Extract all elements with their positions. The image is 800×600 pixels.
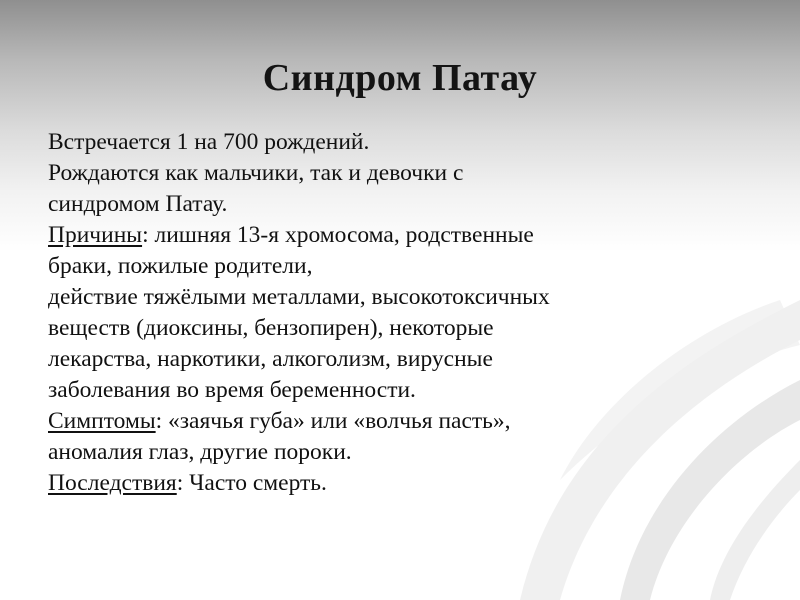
body-line-born: Рождаются как мальчики, так и девочки с	[48, 160, 464, 186]
body-line-causes-5: лекарства, наркотики, алкоголизм, вирусные	[48, 346, 493, 372]
consequences-text: : Часто смерть.	[176, 470, 327, 496]
body-line-frequency: Встречается 1 на 700 рождений.	[48, 129, 370, 155]
body-line-born-cont: синдромом Патау.	[48, 191, 228, 217]
symptoms-label: Симптомы	[48, 408, 156, 434]
body-line-causes	[48, 220, 748, 251]
body-line-causes-3: действие тяжёлыми металлами, высокотоксичных	[48, 284, 550, 310]
symptoms-text: : «заячья губа» или «волчья пасть»,	[155, 408, 511, 434]
body-line-causes-4: веществ (диоксины, бензопирен), некоторые	[48, 315, 494, 341]
slide-body	[48, 127, 748, 499]
body-line-causes-2: браки, пожилые родители,	[48, 253, 313, 279]
body-line-consequences	[48, 468, 748, 499]
body-line-symptoms	[48, 406, 748, 437]
causes-text: : лишняя 13-я хромосома, родственные	[142, 222, 534, 248]
body-line-causes-6: заболевания во время беременности.	[48, 377, 416, 403]
slide-title: Синдром Патау	[262, 57, 538, 99]
body-line-symptoms-2: аномалия глаз, другие пороки.	[48, 439, 352, 465]
consequences-label: Последствия	[48, 470, 177, 496]
causes-label: Причины	[48, 222, 143, 248]
